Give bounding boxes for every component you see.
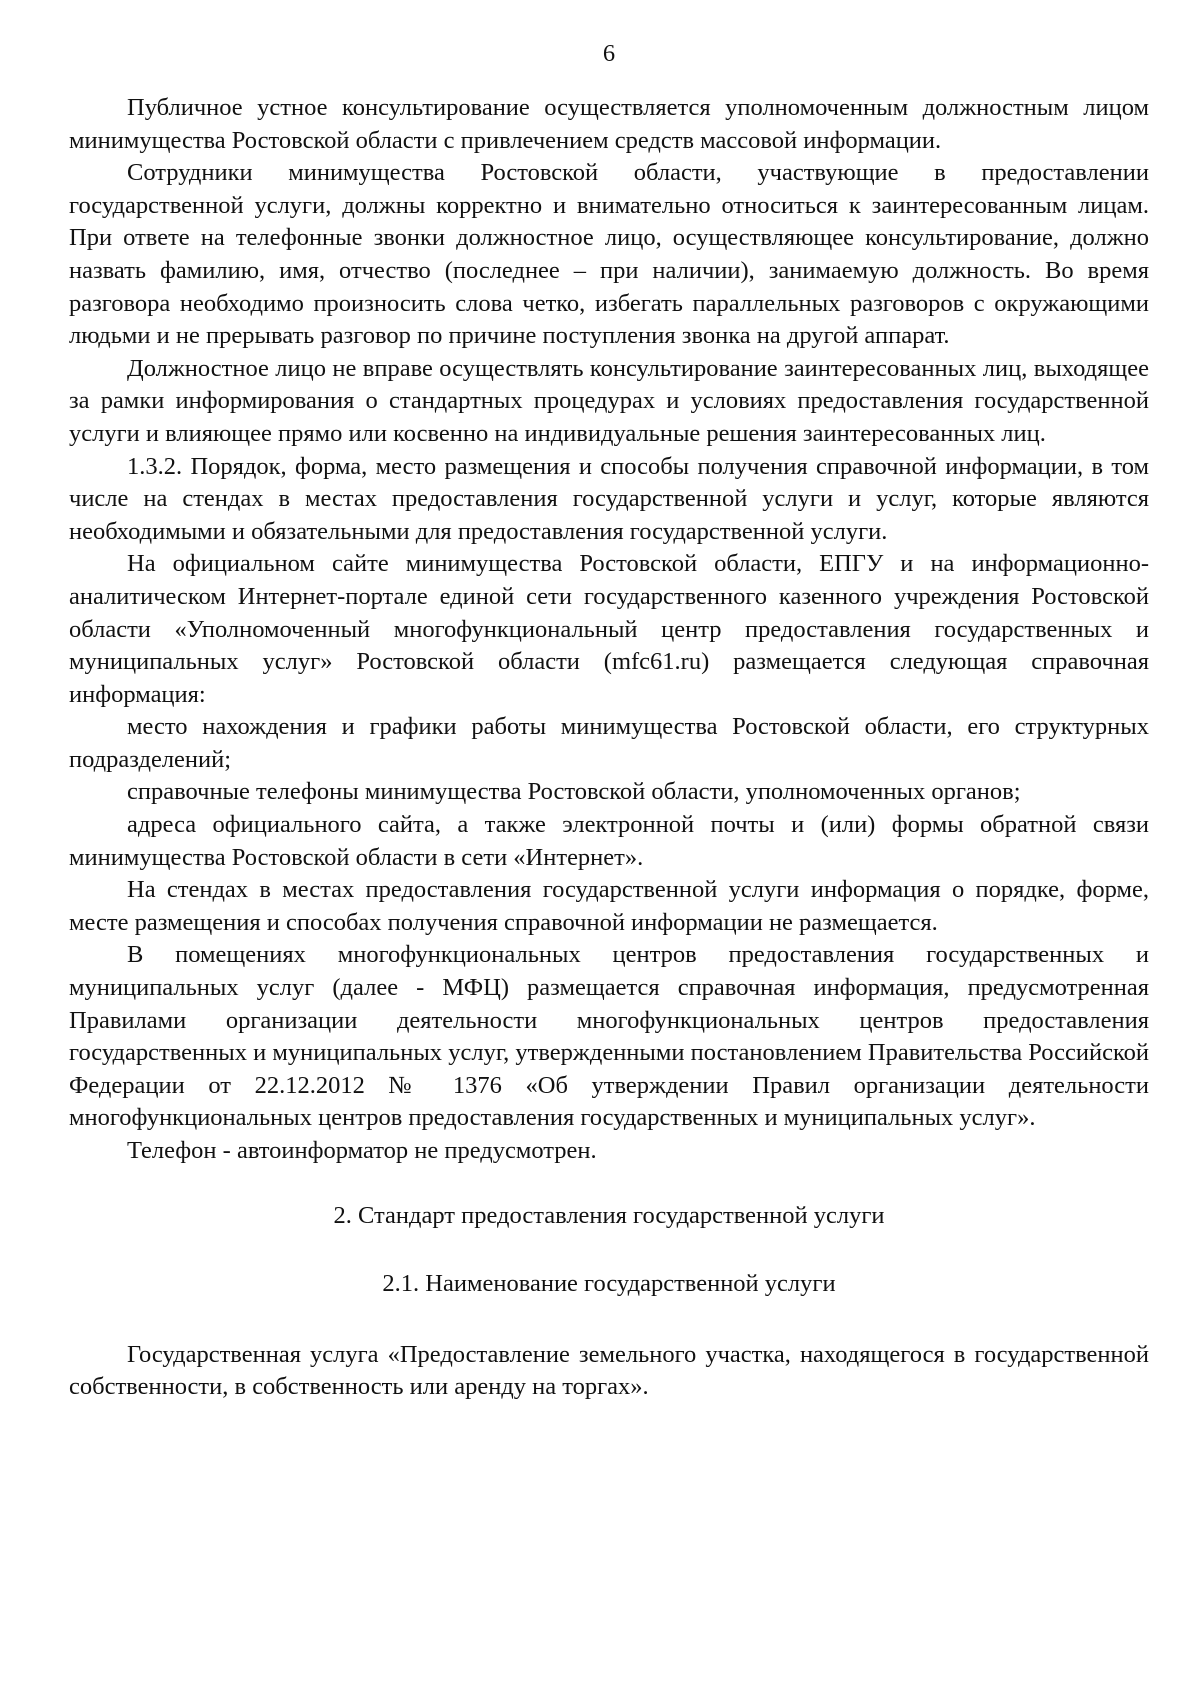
paragraph-list-location: место нахождения и графики работы минимущества Ростовской области, его структурных подразделений;	[69, 713, 1149, 773]
paragraph-stands: На стендах в местах предоставления государственной услуги информация о порядке, форме, месте размещения и способах получения справочной информации не размещается.	[69, 876, 1149, 936]
paragraph-mfc: В помещениях многофункциональных центров предоставления государственных и муниципальных услуг (далее - МФЦ) размещается справочная информация, предусмотренная Правилами организации деятельности многофункциональных центров предоставления государственных и муниципальных услуг, утвержденными постановлением Правительства Российской Федерации от 22.12.2012 № 1376 «Об утверждении Правил организации деятельности многофункциональных центров предоставления государственных и муниципальных услуг».	[69, 941, 1149, 1132]
paragraph-public-consulting: Публичное устное консультирование осуществляется уполномоченным должностным лицом минимущества Ростовской области с привлечением средств массовой информации.	[69, 94, 1149, 154]
page-number: 6	[602, 40, 616, 67]
section-2-heading: 2. Стандарт предоставления государственной услуги	[333, 1201, 885, 1229]
paragraph-autoinformer: Телефон - автоинформатор не предусмотрен.	[127, 1137, 597, 1164]
paragraph-staff-conduct: Сотрудники минимущества Ростовской области, участвующие в предоставлении государственной услуги, должны корректно и внимательно относиться к заинтересованным лицам. При ответе на телефонные звонки должностное лицо, осуществляющее консультирование, должно назвать фамилию, имя, отчество (последнее – при наличии), занимаемую должность. Во время разговора необходимо произносить слова четко, избегать параллельных разговоров с окружающими людьми и не прерывать разговор по причине поступления звонка на другой аппарат.	[69, 159, 1149, 350]
paragraph-official-sites: На официальном сайте минимущества Ростовской области, ЕПГУ и на информационно-аналитическом Интернет-портале единой сети государственного казенного учреждения Ростовской области «Уполномоченный многофункциональный центр предоставления государственных и муниципальных услуг» Ростовской области (mfc61.ru) размещается следующая справочная информация:	[69, 550, 1149, 708]
paragraph-consulting-limits: Должностное лицо не вправе осуществлять консультирование заинтересованных лиц, выходящее за рамки информирования о стандартных процедурах и условиях предоставления государственной услуги и влияющее прямо или косвенно на индивидуальные решения заинтересованных лиц.	[69, 354, 1149, 447]
paragraph-clause-1-3-2: 1.3.2. Порядок, форма, место размещения и способы получения справочной информации, в том числе на стендах в местах предоставления государственной услуги и услуг, которые являются необходимыми и обязательными для предоставления государственной услуги.	[69, 452, 1149, 545]
paragraph-list-phones: справочные телефоны минимущества Ростовской области, уполномоченных органов;	[127, 778, 1021, 806]
paragraph-service-name: Государственная услуга «Предоставление земельного участка, находящегося в государственной собственности, в собственность или аренду на торгах».	[69, 1340, 1149, 1401]
section-2-1-heading: 2.1. Наименование государственной услуги	[382, 1270, 836, 1298]
document-page	[69, 38, 1149, 1404]
paragraph-list-addresses: адреса официального сайта, а также электронной почты и (или) формы обратной связи минимущества Ростовской области в сети «Интернет».	[69, 811, 1149, 871]
